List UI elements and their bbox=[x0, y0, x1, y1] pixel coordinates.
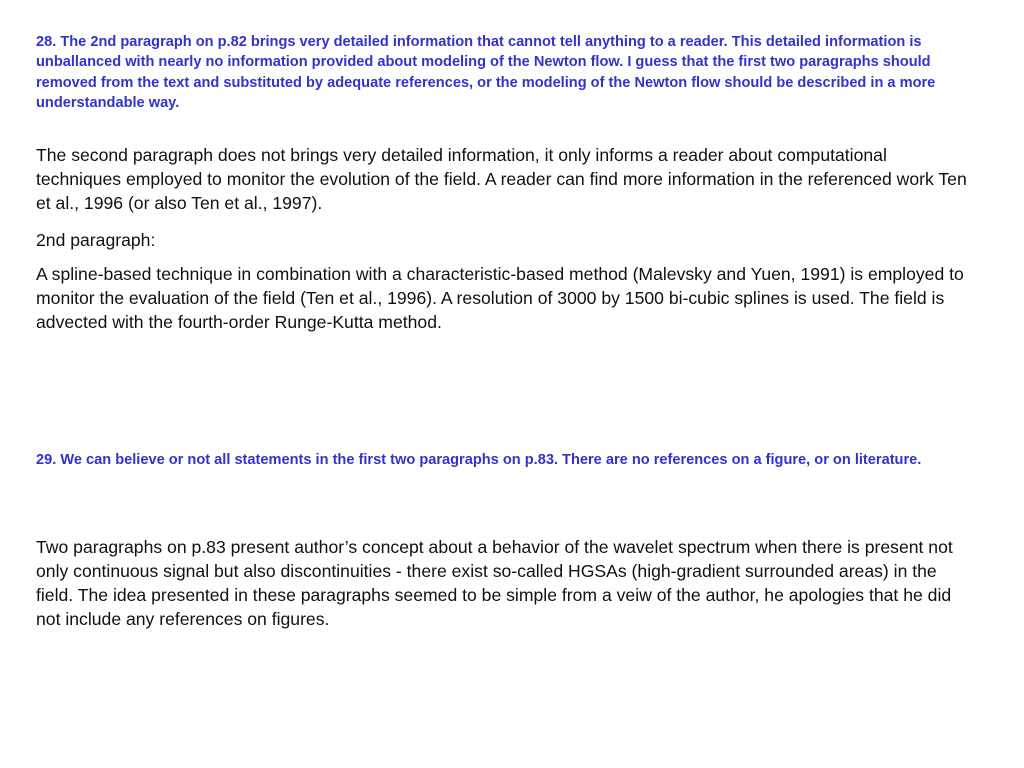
author-reply-28-paragraph-2: A spline-based technique in combination with a characteristic-based method (Malevsky and Yuen, 1991) is employed to monitor the evaluation of the field (Ten et al., 1996). A resolution of 3000 by 1500 bi-cubic splines is used. The field is advected with the fourth-order Runge-Kutta method. bbox=[36, 264, 964, 332]
author-reply-28-heading: 2nd paragraph: bbox=[36, 230, 156, 250]
reviewer-comment-28: 28. The 2nd paragraph on p.82 brings very detailed information that cannot tell anything to a reader. This detailed information is unballanced with nearly no information provided about modeling of the Newton flow. I guess that the first two paragraphs should removed from the text and substituted by adequate references, or the modeling of the Newton flow should be described in a more understandable way. bbox=[36, 34, 936, 111]
author-reply-28-paragraph-1: The second paragraph does not brings very detailed information, it only informs a reader about computational techniques employed to monitor the evolution of the field. A reader can find more information in the referenced work Ten et al., 1996 (or also Ten et al., 1997). bbox=[36, 145, 967, 213]
author-reply-29-paragraph-1: Two paragraphs on p.83 present author’s concept about a behavior of the wavelet spectrum when there is present not only continuous signal but also discontinuities - there exist so-called HGSAs (high-gradient surrounded areas) in the field. The idea presented in these paragraphs seemed to be simple from a veiw of the author, he apologies that he did not include any references on figures. bbox=[36, 537, 953, 629]
reviewer-comment-29: 29. We can believe or not all statements in the first two paragraphs on p.83. There are no references on a figure, or on literature. bbox=[36, 452, 922, 468]
